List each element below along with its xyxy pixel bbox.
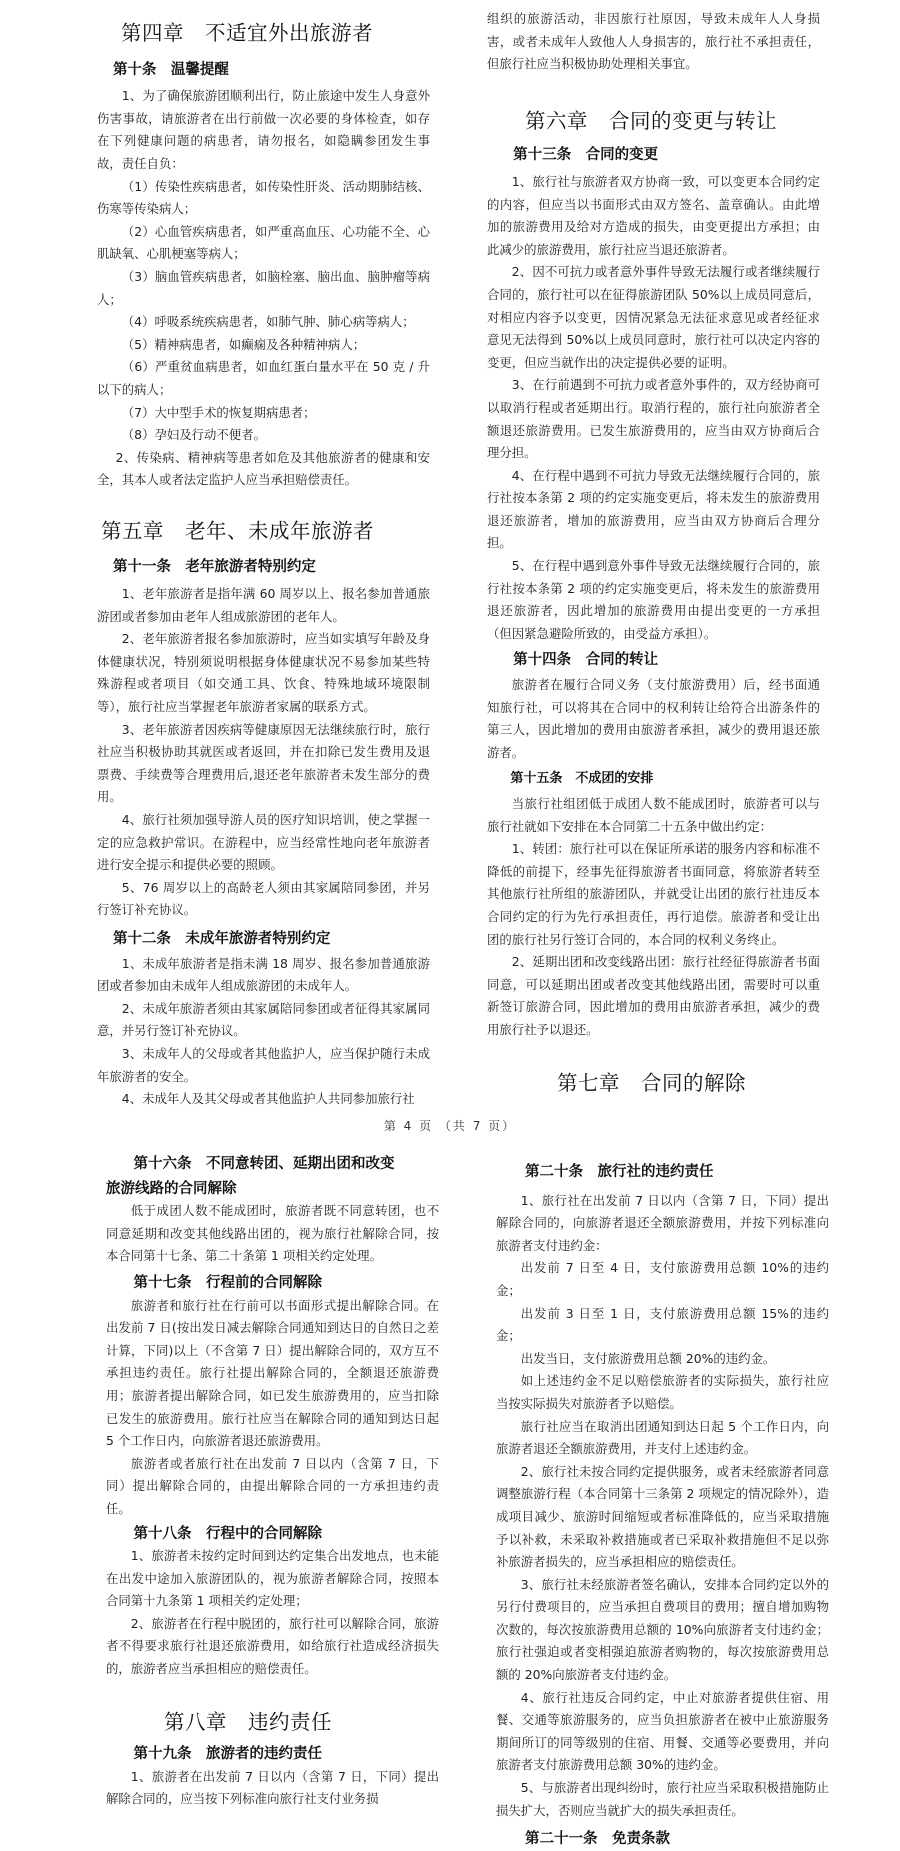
chapter-7-title: 第七章 合同的解除 [557,1070,746,1095]
article-18-paragraph: 2、旅游者在行程中脱团的，旅行社可以解除合同，旅游者不得要求旅行社退还旅游费用，如给旅行社造成经济损失的，旅游者应当承担相应的赔偿责任。 [106,1615,439,1677]
article-20-rate: 出发前 7 日至 4 日，支付旅游费用总额 10%的违约金； [496,1260,829,1298]
article-12-paragraph: 1、未成年旅游者是指未满 18 周岁、报名参加普通旅游团或者参加由未成年人组成旅游团的未成年人。 [97,955,430,994]
page1-right-column [487,0,820,1094]
article-13-paragraph: 3、在行前遇到不可抗力或者意外事件的，双方经协商可以取消行程或者延期出行。取消行程的，旅行社向旅游者全额退还旅游费用。已发生旅游费用的，应当由双方协商后合理分担。 [487,377,820,461]
page2-left-column [106,1145,439,1811]
article-20-paragraph: 旅行社应当在取消出团通知到达日起 5 个工作日内，向旅游者退还全额旅游费用，并支付上述违约金。 [496,1418,829,1457]
page2-right-column [496,1145,829,1851]
article-11-paragraph: 4、旅行社须加强导游人员的医疗知识培训，使之掌握一定的应急救护常识。在游程中，应当经常性地向老年旅游者进行安全提示和提供必要的照顾。 [97,812,430,873]
article-10-item: （6）严重贫血病患者，如血红蛋白量水平在 50 克 / 升以下的病人； [97,359,430,397]
page-number-footer: 第 4 页 （共 7 页） [383,1119,517,1133]
article-10-item: （8）孕妇及行动不便者。 [121,427,266,443]
article-20-paragraph: 5、与旅游者出现纠纷时，旅行社应当采取积极措施防止损失扩大，否则应当就扩大的损失承担责任。 [496,1780,829,1818]
article-10-item: （5）精神病患者，如癫痫及各种精神病人； [121,336,366,352]
article-10-title: 第十条 温馨提醒 [112,61,229,78]
article-20-rate: 出发当日，支付旅游费用总额 20%的违约金。 [520,1350,776,1366]
article-20-paragraph: 如上述违约金不足以赔偿旅游者的实际损失，旅行社应当按实际损失对旅游者予以赔偿。 [496,1373,829,1411]
article-16-title-continued: 旅游线路的合同解除 [106,1180,237,1197]
article-14-title: 第十四条 合同的转让 [513,652,659,669]
article-12-title: 第十二条 未成年旅游者特别约定 [112,930,331,947]
article-16-paragraph: 低于成团人数不能成团时，旅游者既不同意转团，也不同意延期和改变其他线路出团的，视为旅行社解除合同，按本合同第十七条、第二十条第 1 项相关约定处理。 [106,1203,439,1264]
article-16-title: 第十六条 不同意转团、延期出团和改变 [133,1156,395,1172]
article-20-paragraph: 3、旅行社未经旅游者签名确认，安排本合同约定以外的另行付费项目的，应当承担自费项目的费用；擅自增加购物次数的，每次按旅游费用总额的 10%向旅游者支付违约金；旅行社强迫或者变相强迫旅游者购物的，每次按旅游费用总额的 20%向旅游者支付违约金。 [496,1576,829,1683]
article-20-paragraph: 4、旅行社违反合同约定，中止对旅游者提供住宿、用餐、交通等旅游服务的，应当负担旅游者在被中止旅游服务期间所订的同等级别的住宿、用餐、交通等必要费用，并向旅游者支付旅游费用总额 30%的违约金。 [496,1689,829,1773]
article-15-paragraph: 1、转团：旅行社可以在保证所承诺的服务内容和标准不降低的前提下，经事先征得旅游者书面同意，将旅游者转至其他旅行社所组的旅游团队，并就受让出团的旅行社违反本合同约定的行为先行承担责任，再行追偿。旅游者和受让出团的旅行社另行签订合同的，本合同的权利义务终止。 [487,841,820,947]
article-19-paragraph: 1、旅游者在出发前 7 日以内（含第 7 日，下同）提出解除合同的，应当按下列标准向旅行社支付业务损 [106,1768,439,1807]
article-17-paragraph: 旅游者和旅行社在行前可以书面形式提出解除合同。在出发前 7 日(按出发日减去解除合同通知到达日的自然日之差计算，下同)以上（不含第 7 日）提出解除合同的，双方互不承担违约责任。旅行社提出解除合同的，全额退还旅游费用；旅游者提出解除合同，如已发生旅游费用的，应当扣除已发生的旅游费用。旅行社应当在解除合同的通知到达日起 5 个工作日内，向旅游者退还旅游费用。 [106,1297,439,1449]
article-17-title: 第十七条 行程前的合同解除 [133,1274,323,1291]
article-11-paragraph: 2、老年旅游者报名参加旅游时，应当如实填写年龄及身体健康状况，特别须说明根据身体健康状况不易参加某些特殊游程或者项目（如交通工具、饮食、特殊地域环境限制等），旅行社应当掌握老年旅游者家属的联系方式。 [97,631,430,715]
chapter-8-title: 第八章 违约责任 [164,1709,332,1734]
article-12-paragraph: 3、未成年人的父母或者其他监护人，应当保护随行未成年旅游者的安全。 [97,1045,430,1084]
article-18-paragraph: 1、旅游者未按约定时间到达约定集合出发地点，也未能在出发中途加入旅游团队的，视为旅游者解除合同，按照本合同第十九条第 1 项相关约定处理； [106,1548,439,1609]
article-20-rate: 出发前 3 日至 1 日，支付旅游费用总额 15%的违约金； [496,1305,829,1344]
article-20-title: 第二十条 旅行社的违约责任 [525,1164,714,1180]
chapter-6-title: 第六章 合同的变更与转让 [525,108,777,133]
article-11-paragraph: 5、76 周岁以上的高龄老人须由其家属陪同参团，并另行签订补充协议。 [97,879,430,918]
article-10-paragraph: 2、传染病、精神病等患者如危及其他旅游者的健康和安全，其本人或者法定监护人应当承担赔偿责任。 [97,449,430,488]
article-10-paragraph: 1、为了确保旅游团顺利出行，防止旅途中发生人身意外伤害事故，请旅游者在出行前做一次必要的身体检查，如存在下列健康问题的病患者，请勿报名，如隐瞒参团发生事故，责任自负： [97,88,430,171]
article-10-item: （7）大中型手术的恢复期病患者； [121,404,316,420]
continued-paragraph: 组织的旅游活动，非因旅行社原因，导致未成年人人身损害，或者未成年人致他人人身损害的，旅行社不承担责任，但旅行社应当积极协助处理相关事宜。 [487,11,820,72]
article-21-title: 第二十一条 免责条款 [525,1831,670,1848]
article-10-item: （2）心血管疾病患者，如严重高血压、心功能不全、心肌缺氧、心肌梗塞等病人； [97,223,430,262]
article-11-title: 第十一条 老年旅游者特别约定 [112,559,316,576]
article-13-paragraph: 1、旅行社与旅游者双方协商一致，可以变更本合同约定的内容，但应当以书面形式由双方签名、盖章确认。由此增加的旅游费用及给对方造成的损失，由变更提出方承担；由此减少的旅游费用，旅行社应当退还旅游者。 [487,173,820,257]
article-20-paragraph: 1、旅行社在出发前 7 日以内（含第 7 日，下同）提出解除合同的，向旅游者退还全额旅游费用，并按下列标准向旅游者支付违约金： [496,1192,829,1253]
article-11-paragraph: 3、老年旅游者因疾病等健康原因无法继续旅行时，旅行社应当积极协助其就医或者返回，并在扣除已发生费用及退票费、手续费等合理费用后,退还老年旅游者未发生部分的费用。 [97,721,430,805]
article-13-paragraph: 5、在行程中遇到意外事件导致无法继续履行合同的，旅行社按本条第 2 项的约定实施变更后，将未发生的旅游费用退还旅游者，因此增加的旅游费用由提出变更的一方承担（但因紧急避险所致的，由受益方承担）。 [487,558,820,641]
article-10-item: （1）传染性疾病患者，如传染性肝炎、活动期肺结核、伤寒等传染病人； [97,178,430,217]
article-17-paragraph: 旅游者或者旅行社在出发前 7 日以内（含第 7 日，下同）提出解除合同的，由提出解除合同的一方承担违约责任。 [106,1455,439,1516]
article-14-paragraph: 旅游者在履行合同义务（支付旅游费用）后，经书面通知旅行社，可以将其在合同中的权利转让给符合出游条件的第三人，因此增加的费用由旅游者承担，减少的费用退还旅游者。 [487,677,820,760]
chapter-4-title: 第四章 不适宜外出旅游者 [121,21,373,45]
page1-left-column [97,0,430,1111]
article-10-item: （4）呼吸系统疾病患者，如肺气肿、肺心病等病人； [121,314,415,330]
article-19-title: 第十九条 旅游者的违约责任 [133,1746,323,1763]
chapter-5-title: 第五章 老年、未成年旅游者 [101,518,374,543]
article-11-paragraph: 1、老年旅游者是指年满 60 周岁以上、报名参加普通旅游团或者参加由老年人组成旅游团的老年人。 [97,586,430,624]
article-12-paragraph: 4、未成年人及其父母或者其他监护人共同参加旅行社 [121,1091,415,1107]
article-13-paragraph: 4、在行程中遇到不可抗力导致无法继续履行合同的，旅行社按本条第 2 项的约定实施变更后，将未发生的旅游费用退还旅游者，增加的旅游费用，应当由双方协商后合理分担。 [487,467,820,551]
article-15-paragraph: 当旅行社组团低于成团人数不能成团时，旅游者可以与旅行社就如下安排在本合同第二十五条中做出约定： [487,796,820,834]
article-13-paragraph: 2、因不可抗力或者意外事件导致无法履行或者继续履行合同的，旅行社可以在征得旅游团队 50%以上成员同意后，对相应内容予以变更，因情况紧急无法征求意见或者经征求意见无法得到 50%以上成员同意时，旅行社可以决定内容的变更，但应当就作出的决定提供必要的证明。 [487,264,820,370]
article-10-item: （3）脑血管疾病患者，如脑栓塞、脑出血、脑肿瘤等病人； [97,268,430,307]
article-20-paragraph: 2、旅行社未按合同约定提供服务，或者未经旅游者同意调整旅游行程（本合同第十三条第 2 项规定的情况除外），造成项目减少、旅游时间缩短或者标准降低的，应当采取措施予以补救，未采取补救措施或者已采取补救措施但不足以弥补旅游者损失的，应当承担相应的赔偿责任。 [496,1463,829,1570]
article-15-title: 第十五条 不成团的安排 [510,771,654,787]
article-13-title: 第十三条 合同的变更 [513,147,659,164]
article-15-paragraph: 2、延期出团和改变线路出团：旅行社经征得旅游者书面同意，可以延期出团或者改变其他线路出团，需要时可以重新签订旅游合同，因此增加的费用由旅游者承担，减少的费用旅行社予以退还。 [487,954,820,1037]
article-12-paragraph: 2、未成年旅游者须由其家属陪同参团或者征得其家属同意，并另行签订补充协议。 [97,1000,430,1039]
article-18-title: 第十八条 行程中的合同解除 [133,1525,323,1542]
